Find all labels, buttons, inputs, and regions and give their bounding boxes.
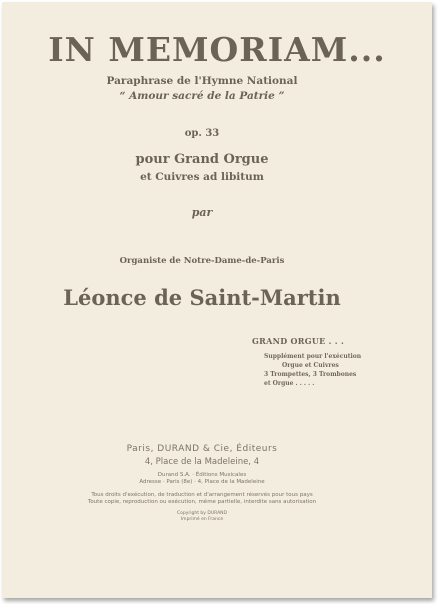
publisher-name: Paris, DURAND & Cie, Éditeurs [126,444,278,454]
subtitle-hymn-name: “ Amour sacré de la Patrie ” [119,90,285,102]
supplement-line: et Orgue . . . . . [264,380,315,387]
publisher-detail: Adresse · Paris (8e) · 4, Place de la Madeleine [139,479,265,485]
grand-orgue-label: GRAND ORGUE . . . [252,336,345,346]
instrumentation-main: pour Grand Orgue [135,152,269,167]
instrumentation-secondary: et Cuivres ad libitum [140,171,264,183]
print-notice: Imprimé en France [180,517,224,522]
publisher-block [2,444,402,523]
supplement-line: 3 Trompettes, 3 Trombones [264,371,357,378]
supplement-note [264,352,424,388]
supplement-line: Orgue et Cuivres [282,362,339,369]
print-notice: Copyright by DURAND [177,511,227,516]
legal-notice: Toute copie, reproduction ou exécution, même partielle, interdite sans autorisation [87,499,317,505]
subtitle-paraphrase: Paraphrase de l'Hymne National [106,75,298,87]
opus-number: op. 33 [184,128,220,139]
by-label: par [191,206,213,219]
score-cover-page [2,2,432,598]
composer-name: Léonce de Saint-Martin [63,285,341,310]
supplement-line: Supplément pour l'exécution [264,353,362,360]
publisher-detail: Durand S.A. · Éditions Musicales [157,472,247,478]
work-title: IN MEMORIAM... [48,30,386,69]
legal-notice: Tous droits d'exécution, de traduction et d'arrangement réservés pour tous pays [91,492,313,498]
composer-position: Organiste de Notre-Dame-de-Paris [119,256,285,266]
publisher-address: 4, Place de la Madeleine, 4 [144,457,260,467]
